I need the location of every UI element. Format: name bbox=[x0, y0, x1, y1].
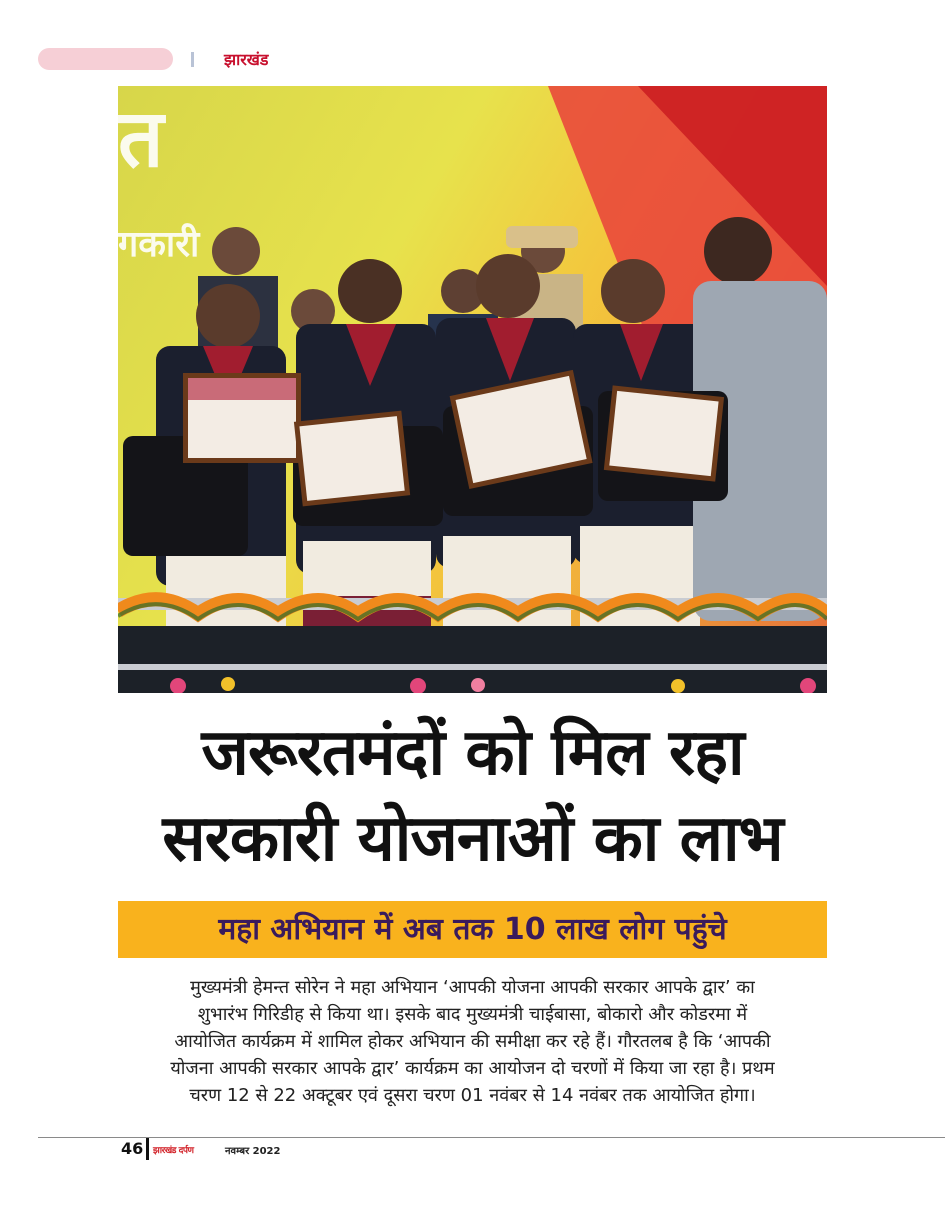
svg-text:गकारी: गकारी bbox=[118, 224, 200, 265]
publication-logo: झारखंड दर्पण bbox=[153, 1146, 194, 1156]
article-subhead: महा अभियान में अब तक 10 लाख लोग पहुंचे bbox=[218, 912, 727, 947]
headline-line-2: सरकारी योजनाओं का लाभ bbox=[162, 802, 783, 876]
header-pill-decoration bbox=[38, 48, 173, 70]
page-number: 46 bbox=[121, 1139, 144, 1158]
article-photo bbox=[118, 86, 827, 693]
body-line: मुख्यमंत्री हेमन्त सोरेन ने महा अभियान ‘आपकी योजना आपकी सरकार आपके द्वार’ का bbox=[190, 977, 755, 998]
article-headline bbox=[118, 710, 827, 882]
header-separator bbox=[191, 52, 194, 67]
award-ceremony-photo-icon bbox=[118, 86, 827, 693]
footer-divider bbox=[146, 1138, 149, 1160]
article-body bbox=[126, 974, 819, 1109]
body-line: योजना आपकी सरकार आपके द्वार’ कार्यक्रम का आयोजन दो चरणों में किया जा रहा है। प्रथम bbox=[170, 1058, 775, 1079]
svg-text:त: त bbox=[118, 92, 164, 185]
headline-line-1: जरूरतमंदों को मिल रहा bbox=[201, 716, 744, 790]
body-line: चरण 12 से 22 अक्टूबर एवं दूसरा चरण 01 नवंबर से 14 नवंबर तक आयोजित होगा। bbox=[189, 1085, 756, 1106]
body-line: शुभारंभ गिरिडीह से किया था। इसके बाद मुख्यमंत्री चाईबासा, बोकारो और कोडरमा में bbox=[197, 1004, 748, 1025]
section-label: झारखंड bbox=[224, 50, 269, 69]
issue-date: नवम्बर 2022 bbox=[225, 1146, 281, 1157]
body-line: आयोजित कार्यक्रम में शामिल होकर अभियान की समीक्षा कर रहे हैं। गौरतलब है कि ‘आपकी bbox=[174, 1031, 771, 1052]
footer-rule bbox=[38, 1137, 945, 1138]
